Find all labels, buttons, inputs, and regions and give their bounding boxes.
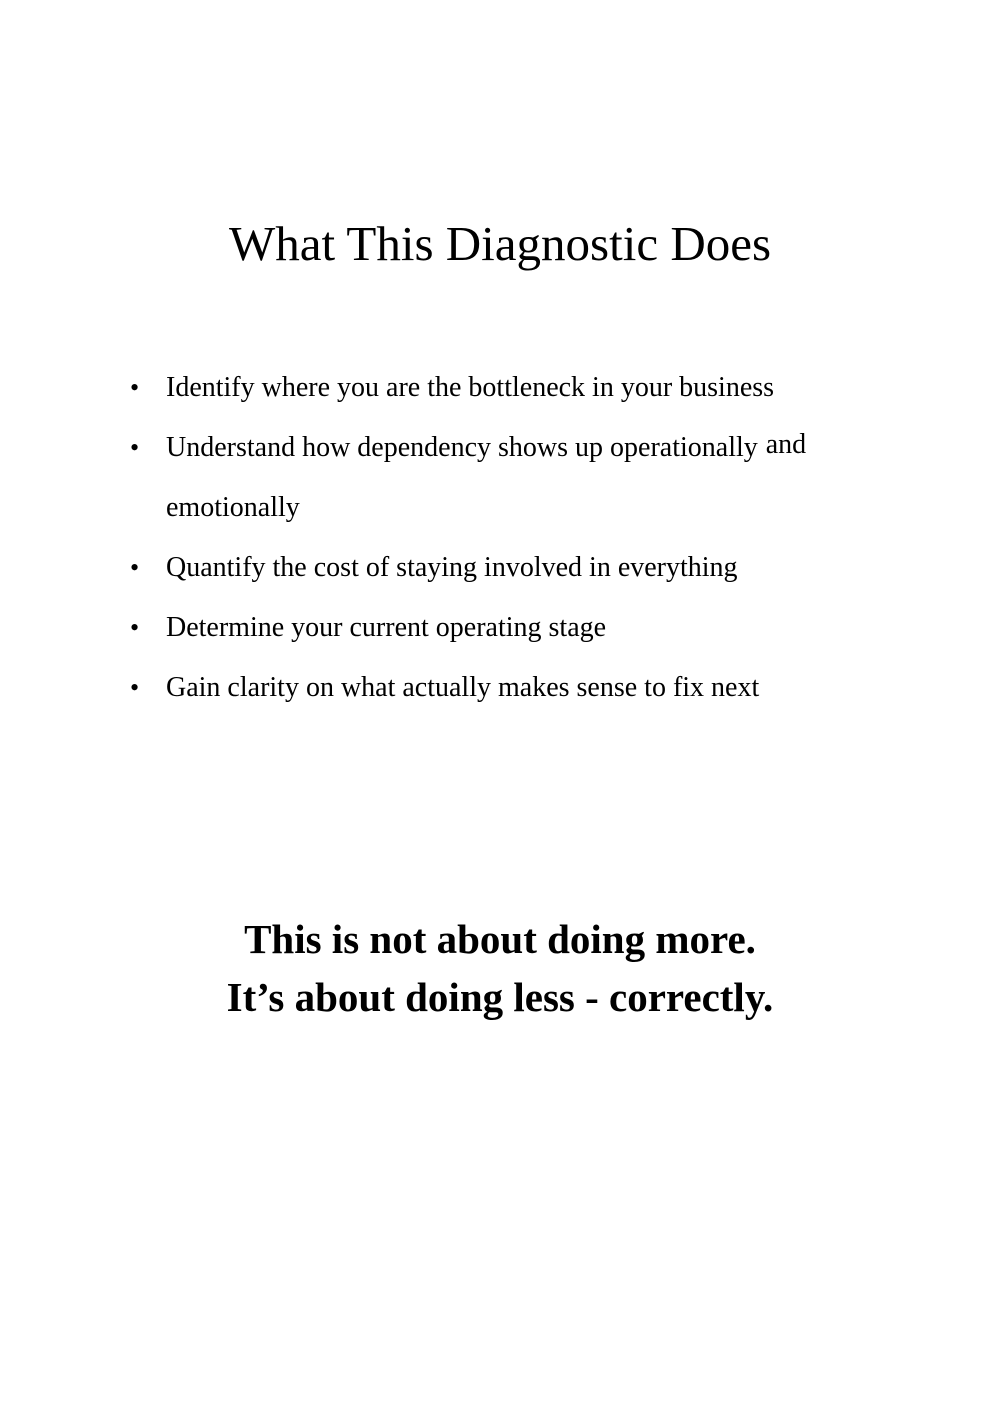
bullet-icon: • <box>130 613 140 642</box>
page-title: What This Diagnostic Does <box>228 216 772 271</box>
bullet-icon: • <box>130 553 140 582</box>
list-item <box>130 598 886 658</box>
list-item-text-wrap: emotionally <box>166 492 300 523</box>
list-item <box>130 358 886 418</box>
list-item-text-continuation: and <box>765 429 807 460</box>
closing-line-1: This is not about doing more. <box>244 916 756 962</box>
bullet-icon: • <box>130 673 140 702</box>
list-item-text: Quantify the cost of staying involved in everything <box>166 552 738 583</box>
bullet-icon: • <box>130 433 140 462</box>
closing-statement <box>0 910 1000 1026</box>
list-item <box>130 658 886 718</box>
list-item-text: Identify where you are the bottleneck in your business <box>166 372 775 403</box>
list-item-text: Understand how dependency shows up operationally <box>166 432 758 463</box>
closing-line-2: It’s about doing less - correctly. <box>226 974 774 1020</box>
list-item <box>130 418 886 538</box>
bullet-list <box>130 358 886 718</box>
list-item-text: Gain clarity on what actually makes sense to fix next <box>166 672 760 703</box>
bullet-icon: • <box>130 373 140 402</box>
list-item-text: Determine your current operating stage <box>166 612 607 643</box>
list-item <box>130 538 886 598</box>
